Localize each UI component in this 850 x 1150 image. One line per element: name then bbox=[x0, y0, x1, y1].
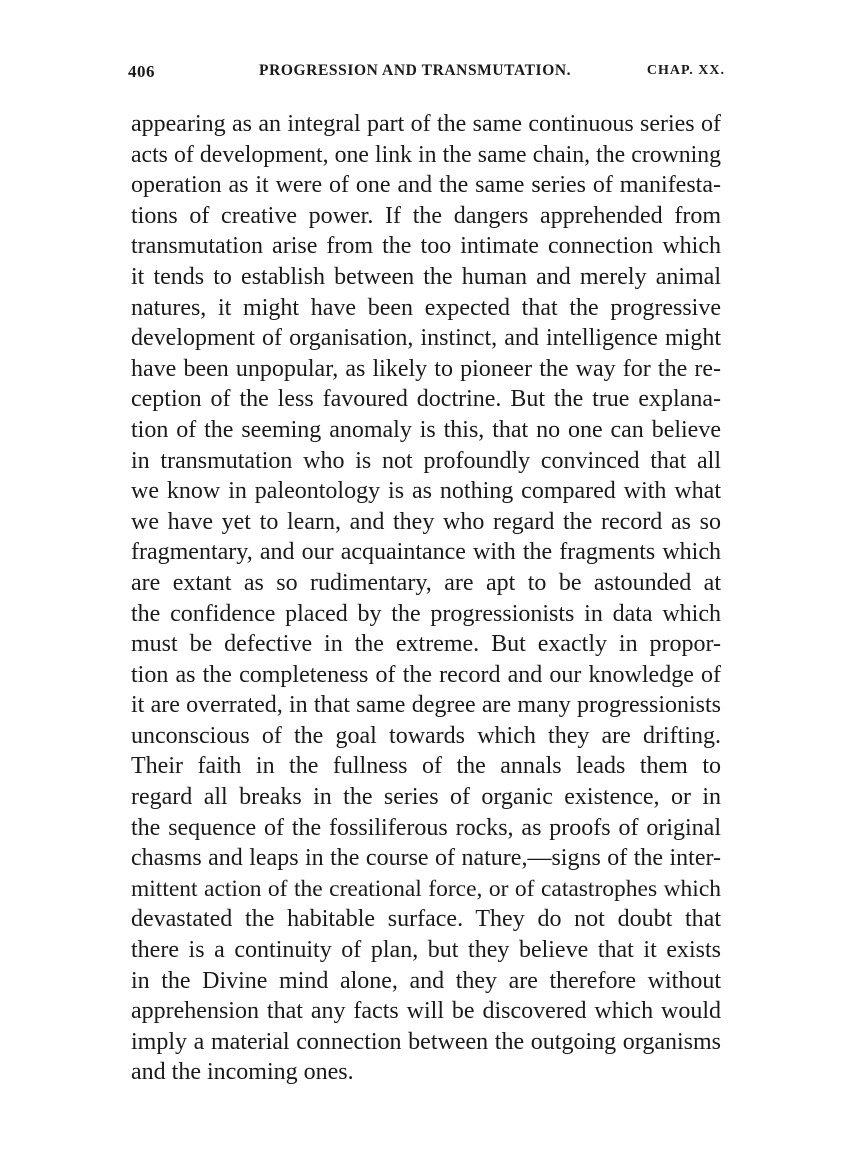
text-line: unconscious of the goal towards which they are drifting. bbox=[131, 722, 721, 749]
text-line: ception of the less favoured doctrine. But the true explana- bbox=[131, 386, 721, 413]
text-line: chasms and leaps in the course of nature,—signs of the inter- bbox=[131, 845, 721, 872]
text-line: in transmutation who is not profoundly convinced that all bbox=[131, 447, 721, 474]
chapter-label: CHAP. XX. bbox=[646, 63, 725, 78]
text-line: mittent action of the creational force, or of catastrophes which bbox=[131, 875, 721, 902]
text-line: Their faith in the fullness of the annals leads them to bbox=[131, 753, 721, 780]
page-number: 406 bbox=[128, 62, 155, 81]
text-line: tions of creative power. If the dangers apprehended from bbox=[131, 202, 721, 229]
text-line: tion of the seeming anomaly is this, that no one can believe bbox=[131, 416, 721, 443]
text-line: transmutation arise from the too intimate connection which bbox=[131, 233, 721, 260]
text-line: there is a continuity of plan, but they believe that it exists bbox=[131, 937, 721, 964]
text-line: we know in paleontology is as nothing compared with what bbox=[131, 478, 721, 505]
text-line: it tends to establish between the human and merely animal bbox=[131, 263, 721, 290]
running-head bbox=[128, 62, 725, 86]
text-line: devastated the habitable surface. They do not doubt that bbox=[131, 906, 721, 933]
text-line: imply a material connection between the outgoing organisms bbox=[131, 1028, 721, 1055]
text-line: appearing as an integral part of the same continuous series of bbox=[131, 111, 721, 137]
text-line: apprehension that any facts will be discovered which would bbox=[131, 998, 721, 1025]
text-line: we have yet to learn, and they who regard the record as so bbox=[131, 508, 721, 535]
text-line: are extant as so rudimentary, are apt to be astounded at bbox=[131, 569, 721, 596]
text-line: must be defective in the extreme. But exactly in propor- bbox=[131, 631, 721, 658]
running-title: PROGRESSION AND TRANSMUTATION. bbox=[259, 62, 572, 79]
text-line: fragmentary, and our acquaintance with the fragments which bbox=[131, 539, 721, 566]
text-line: have been unpopular, as likely to pioneer the way for the re- bbox=[131, 355, 721, 382]
text-line: it are overrated, in that same degree are many progressionists bbox=[131, 692, 721, 719]
text-line: natures, it might have been expected that the progressive bbox=[131, 294, 721, 321]
text-line: and the incoming ones. bbox=[131, 1059, 354, 1086]
text-line: tion as the completeness of the record and our knowledge of bbox=[131, 661, 721, 688]
text-line: the confidence placed by the progressionists in data which bbox=[131, 600, 721, 627]
body-paragraph bbox=[131, 109, 721, 1088]
text-line: acts of development, one link in the same chain, the crowning bbox=[131, 141, 721, 168]
text-line: the sequence of the fossiliferous rocks, as proofs of original bbox=[131, 814, 721, 841]
text-line: in the Divine mind alone, and they are therefore without bbox=[131, 967, 721, 994]
text-line: operation as it were of one and the same series of manifesta- bbox=[131, 172, 721, 199]
text-line: regard all breaks in the series of organic existence, or in bbox=[131, 784, 721, 811]
text-line: development of organisation, instinct, and intelligence might bbox=[131, 325, 721, 352]
